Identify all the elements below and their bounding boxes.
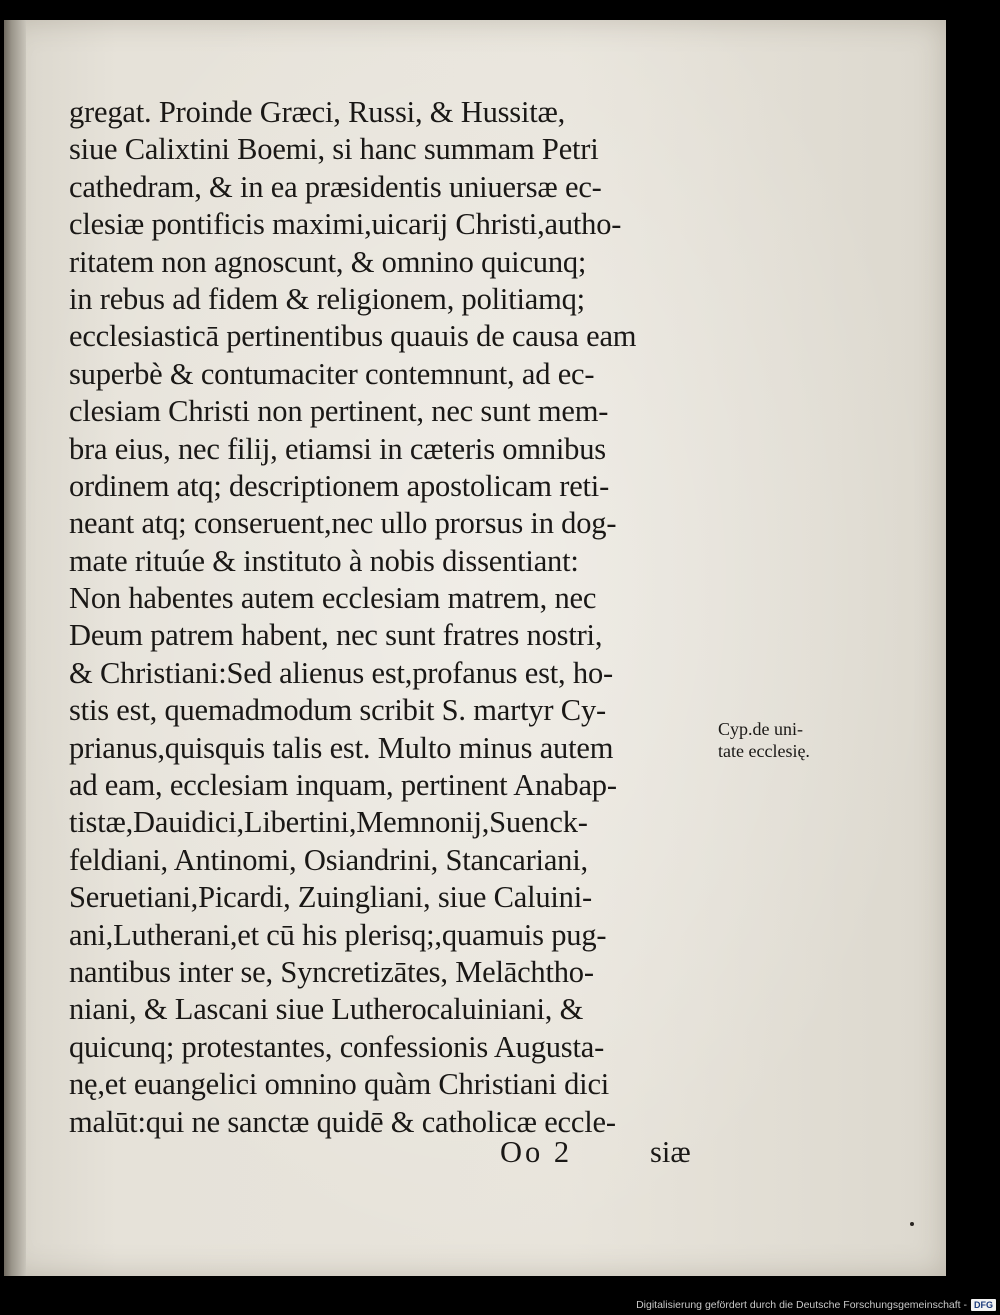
body-text <box>69 94 719 1141</box>
digitization-credit <box>636 1298 996 1312</box>
text-line: ani,Lutherani,et cū his plerisq;,quamuis pug- <box>69 917 607 952</box>
text-line: ordinem atq; descriptionem apostolicam reti- <box>69 468 610 503</box>
dfg-logo-icon: DFG <box>971 1299 996 1311</box>
text-line: prianus,quisquis talis est. Multo minus autem <box>69 730 614 765</box>
text-line: superbè & contumaciter contemnunt, ad ec- <box>69 356 595 391</box>
catchword: siæ <box>650 1135 691 1169</box>
text-line: ad eam, ecclesiam inquam, pertinent Anabap- <box>69 768 617 803</box>
text-line: quicunq; protestantes, confessionis Augusta- <box>69 1029 605 1064</box>
text-line: siue Calixtini Boemi, si hanc summam Petri <box>69 132 599 167</box>
marginal-note-line: Cyp.de uni- <box>718 719 803 739</box>
text-line: bra eius, nec filij, etiamsi in cæteris omnibus <box>69 431 606 466</box>
text-line: gregat. Proinde Græci, Russi, & Hussitæ, <box>69 95 566 129</box>
text-line: feldiani, Antinomi, Osiandrini, Stancariani, <box>69 842 588 877</box>
text-line: neant atq; conseruent,nec ullo prorsus in dog- <box>69 506 617 541</box>
text-line: nę,et euangelici omnino quàm Christiani dici <box>69 1067 610 1102</box>
marginal-note <box>718 718 858 762</box>
text-line: nantibus inter se, Syncretizātes, Melāchtho- <box>69 954 594 989</box>
marginal-note-line: tate ecclesię. <box>718 741 810 761</box>
text-line: ecclesiasticā pertinentibus quauis de causa eam <box>69 319 637 354</box>
text-line: Deum patrem habent, nec sunt fratres nostri, <box>69 618 603 653</box>
text-line: mate rituúe & instituto à nobis dissentiant: <box>69 543 579 578</box>
text-line: in rebus ad fidem & religionem, politiamq; <box>69 281 585 316</box>
text-line: cathedram, & in ea præsidentis uniuersæ ec- <box>69 169 602 204</box>
text-line: stis est, quemadmodum scribit S. martyr Cy- <box>69 693 606 728</box>
credit-text: Digitalisierung gefördert durch die Deutsche Forschungsgemeinschaft - <box>636 1299 967 1311</box>
ink-speck <box>910 1222 914 1226</box>
signature-mark: Oo 2 <box>500 1135 573 1169</box>
text-line: ritatem non agnoscunt, & omnino quicunq; <box>69 244 587 279</box>
text-line: clesiæ pontificis maximi,uicarij Christi,autho- <box>69 207 622 242</box>
text-line: tistæ,Dauidici,Libertini,Memnonij,Suenck- <box>69 805 588 840</box>
page-gutter <box>4 20 26 1276</box>
text-line: niani, & Lascani siue Lutherocaluiniani, & <box>69 992 584 1027</box>
text-line: malūt:qui ne sanctæ quidē & catholicæ eccle- <box>69 1104 616 1139</box>
text-line: Seruetiani,Picardi, Zuingliani, siue Caluini- <box>69 880 592 915</box>
page-footer <box>500 1135 720 1175</box>
text-line: Non habentes autem ecclesiam matrem, nec <box>69 581 597 616</box>
text-line: clesiam Christi non pertinent, nec sunt mem- <box>69 394 609 429</box>
text-line: & Christiani:Sed alienus est,profanus est, ho- <box>69 655 613 690</box>
